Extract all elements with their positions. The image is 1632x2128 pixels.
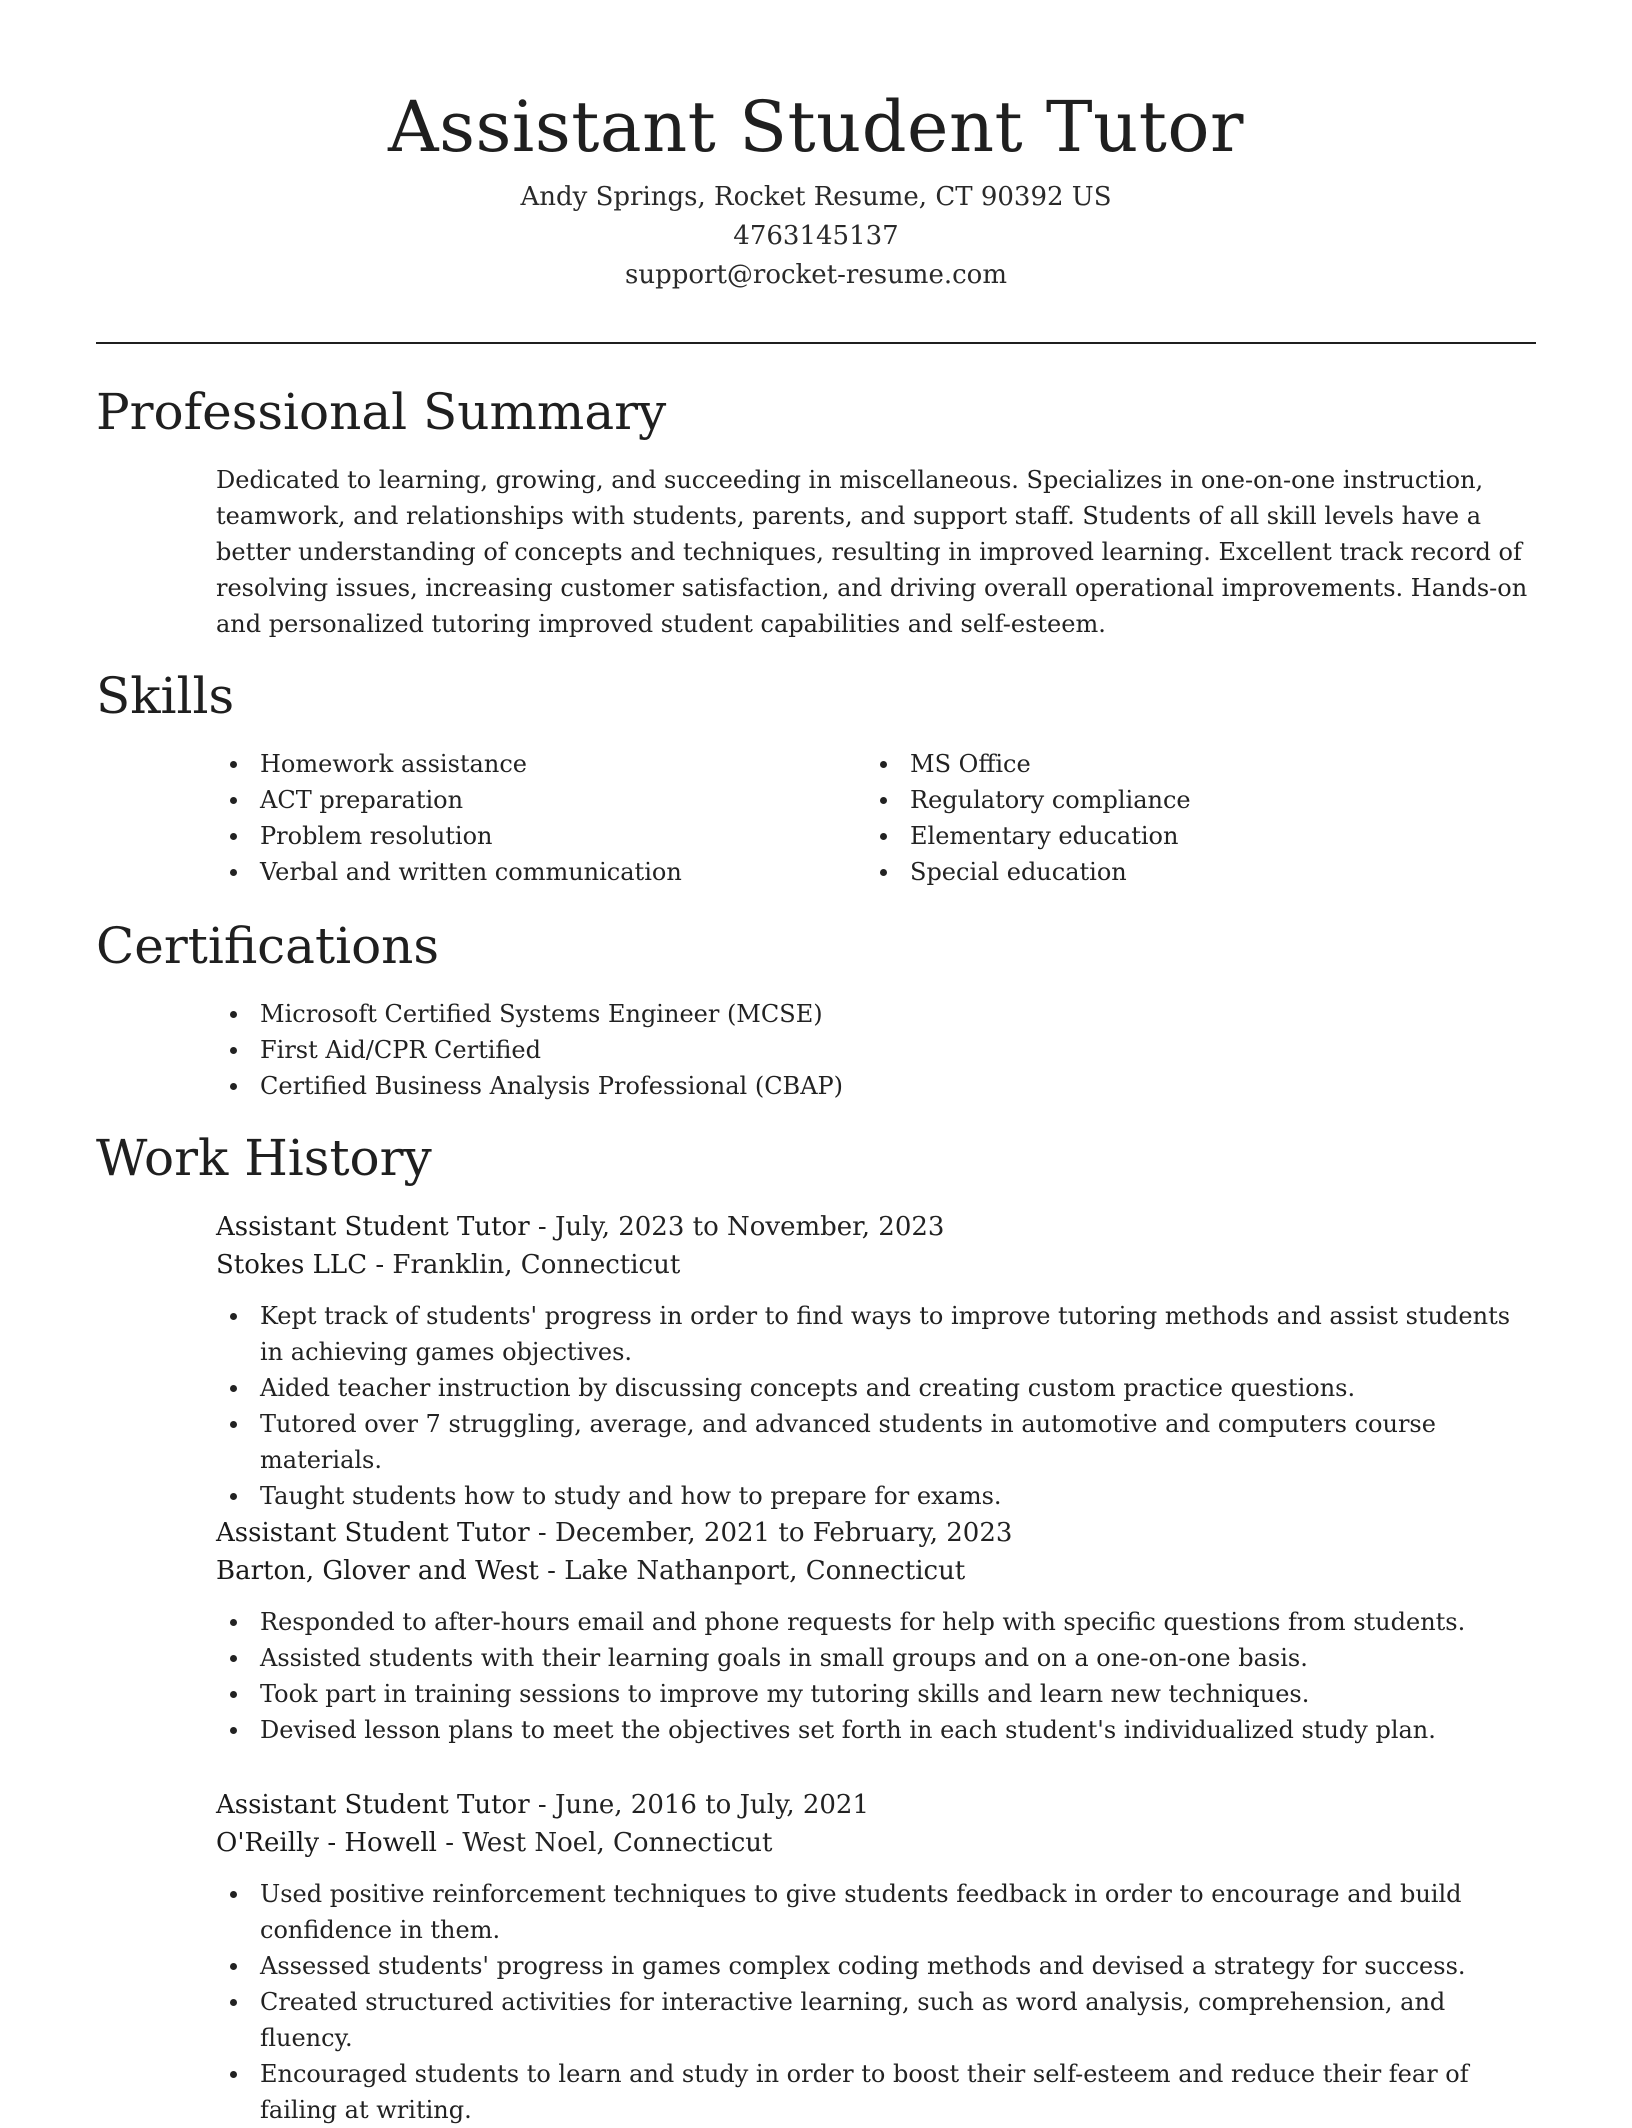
job-entry <box>216 1208 1536 1514</box>
contact-phone: 4763145137 <box>733 221 899 251</box>
job-company-line <box>216 1246 1536 1284</box>
job-title-line <box>216 1514 1536 1552</box>
job-separator: - <box>538 1556 565 1586</box>
summary-text: Dedicated to learning, growing, and succeeding in miscellaneous. Specializes in one-on-one instruction, teamwork, and relationships with students, parents, and support staff. Students of all skill levels have a better understanding of concepts and techniques, resulting in improved learning. Excellent track record of resolving issues, increasing customer satisfaction, and driving overall operational improvements. Hands-on and personalized tutoring improved student capabilities and self-esteem. <box>216 466 1528 638</box>
job-dates: December, 2021 to February, 2023 <box>554 1518 1013 1548</box>
header-divider <box>96 342 1536 344</box>
skills-column-right <box>866 746 1486 890</box>
job-bullet: Assessed students' progress in games complex coding methods and devised a strategy for success. <box>216 1948 1536 1984</box>
skill-item: ACT preparation <box>216 782 836 818</box>
job-company: Barton, Glover and West <box>216 1556 539 1586</box>
job-title: Assistant Student Tutor <box>216 1212 530 1242</box>
job-dates: June, 2016 to July, 2021 <box>554 1790 870 1820</box>
job-bullet: Kept track of students' progress in order to find ways to improve tutoring methods and assist students in achieving games objectives. <box>216 1298 1536 1370</box>
job-bullet: Created structured activities for interactive learning, such as word analysis, comprehension, and fluency. <box>216 1984 1536 2056</box>
certification-item: Microsoft Certified Systems Engineer (MCSE) <box>216 996 1536 1032</box>
resume-title: Assistant Student Tutor <box>388 86 1244 168</box>
work-history-heading: Work History <box>96 1129 432 1187</box>
skill-item: Homework assistance <box>216 746 836 782</box>
job-entry <box>216 1786 1536 2128</box>
job-location: Franklin, Connecticut <box>392 1250 681 1280</box>
job-separator: - <box>529 1518 555 1548</box>
job-separator: - <box>436 1828 463 1858</box>
job-title: Assistant Student Tutor <box>216 1790 530 1820</box>
job-dates: July, 2023 to November, 2023 <box>554 1212 945 1242</box>
skill-item: Problem resolution <box>216 818 836 854</box>
summary-heading: Professional Summary <box>96 383 667 441</box>
job-company-line <box>216 1552 1536 1590</box>
certifications-heading: Certifications <box>96 917 440 975</box>
job-title-line <box>216 1786 1536 1824</box>
skills-heading: Skills <box>96 667 235 725</box>
job-entry <box>216 1514 1536 1748</box>
contact-address: Andy Springs, Rocket Resume, CT 90392 US <box>520 182 1112 212</box>
certifications-list <box>216 996 1536 1104</box>
skill-item: Verbal and written communication <box>216 854 836 890</box>
certification-item: Certified Business Analysis Professional (CBAP) <box>216 1068 1536 1104</box>
job-company-line <box>216 1824 1536 1862</box>
job-company: Stokes LLC <box>216 1250 368 1280</box>
certification-item: First Aid/CPR Certified <box>216 1032 1536 1068</box>
job-bullet: Responded to after-hours email and phone requests for help with specific questions from students. <box>216 1604 1536 1640</box>
resume-header <box>96 86 1536 295</box>
job-company: O'Reilly - Howell <box>216 1828 437 1858</box>
job-separator: - <box>529 1212 555 1242</box>
skill-item: Regulatory compliance <box>866 782 1486 818</box>
job-bullet: Assisted students with their learning goals in small groups and on a one-on-one basis. <box>216 1640 1536 1676</box>
contact-email: support@rocket-resume.com <box>624 260 1007 290</box>
job-bullet: Aided teacher instruction by discussing concepts and creating custom practice questions. <box>216 1370 1536 1406</box>
job-bullet: Taught students how to study and how to prepare for exams. <box>216 1478 1536 1514</box>
job-separator: - <box>529 1790 555 1820</box>
job-bullet: Took part in training sessions to improve my tutoring skills and learn new techniques. <box>216 1676 1536 1712</box>
job-location: Lake Nathanport, Connecticut <box>564 1556 966 1586</box>
skill-item: Elementary education <box>866 818 1486 854</box>
job-bullet: Encouraged students to learn and study in order to boost their self-esteem and reduce their fear of failing at writing. <box>216 2056 1536 2128</box>
job-title: Assistant Student Tutor <box>216 1518 530 1548</box>
job-title-line <box>216 1208 1536 1246</box>
job-bullet: Devised lesson plans to meet the objectives set forth in each student's individualized study plan. <box>216 1712 1536 1748</box>
job-location: West Noel, Connecticut <box>462 1828 773 1858</box>
skill-item: Special education <box>866 854 1486 890</box>
skill-item: MS Office <box>866 746 1486 782</box>
job-bullet: Tutored over 7 struggling, average, and advanced students in automotive and computers course materials. <box>216 1406 1536 1478</box>
job-bullet: Used positive reinforcement techniques to give students feedback in order to encourage and build confidence in them. <box>216 1876 1536 1948</box>
skills-column-left <box>216 746 836 890</box>
job-separator: - <box>367 1250 393 1280</box>
